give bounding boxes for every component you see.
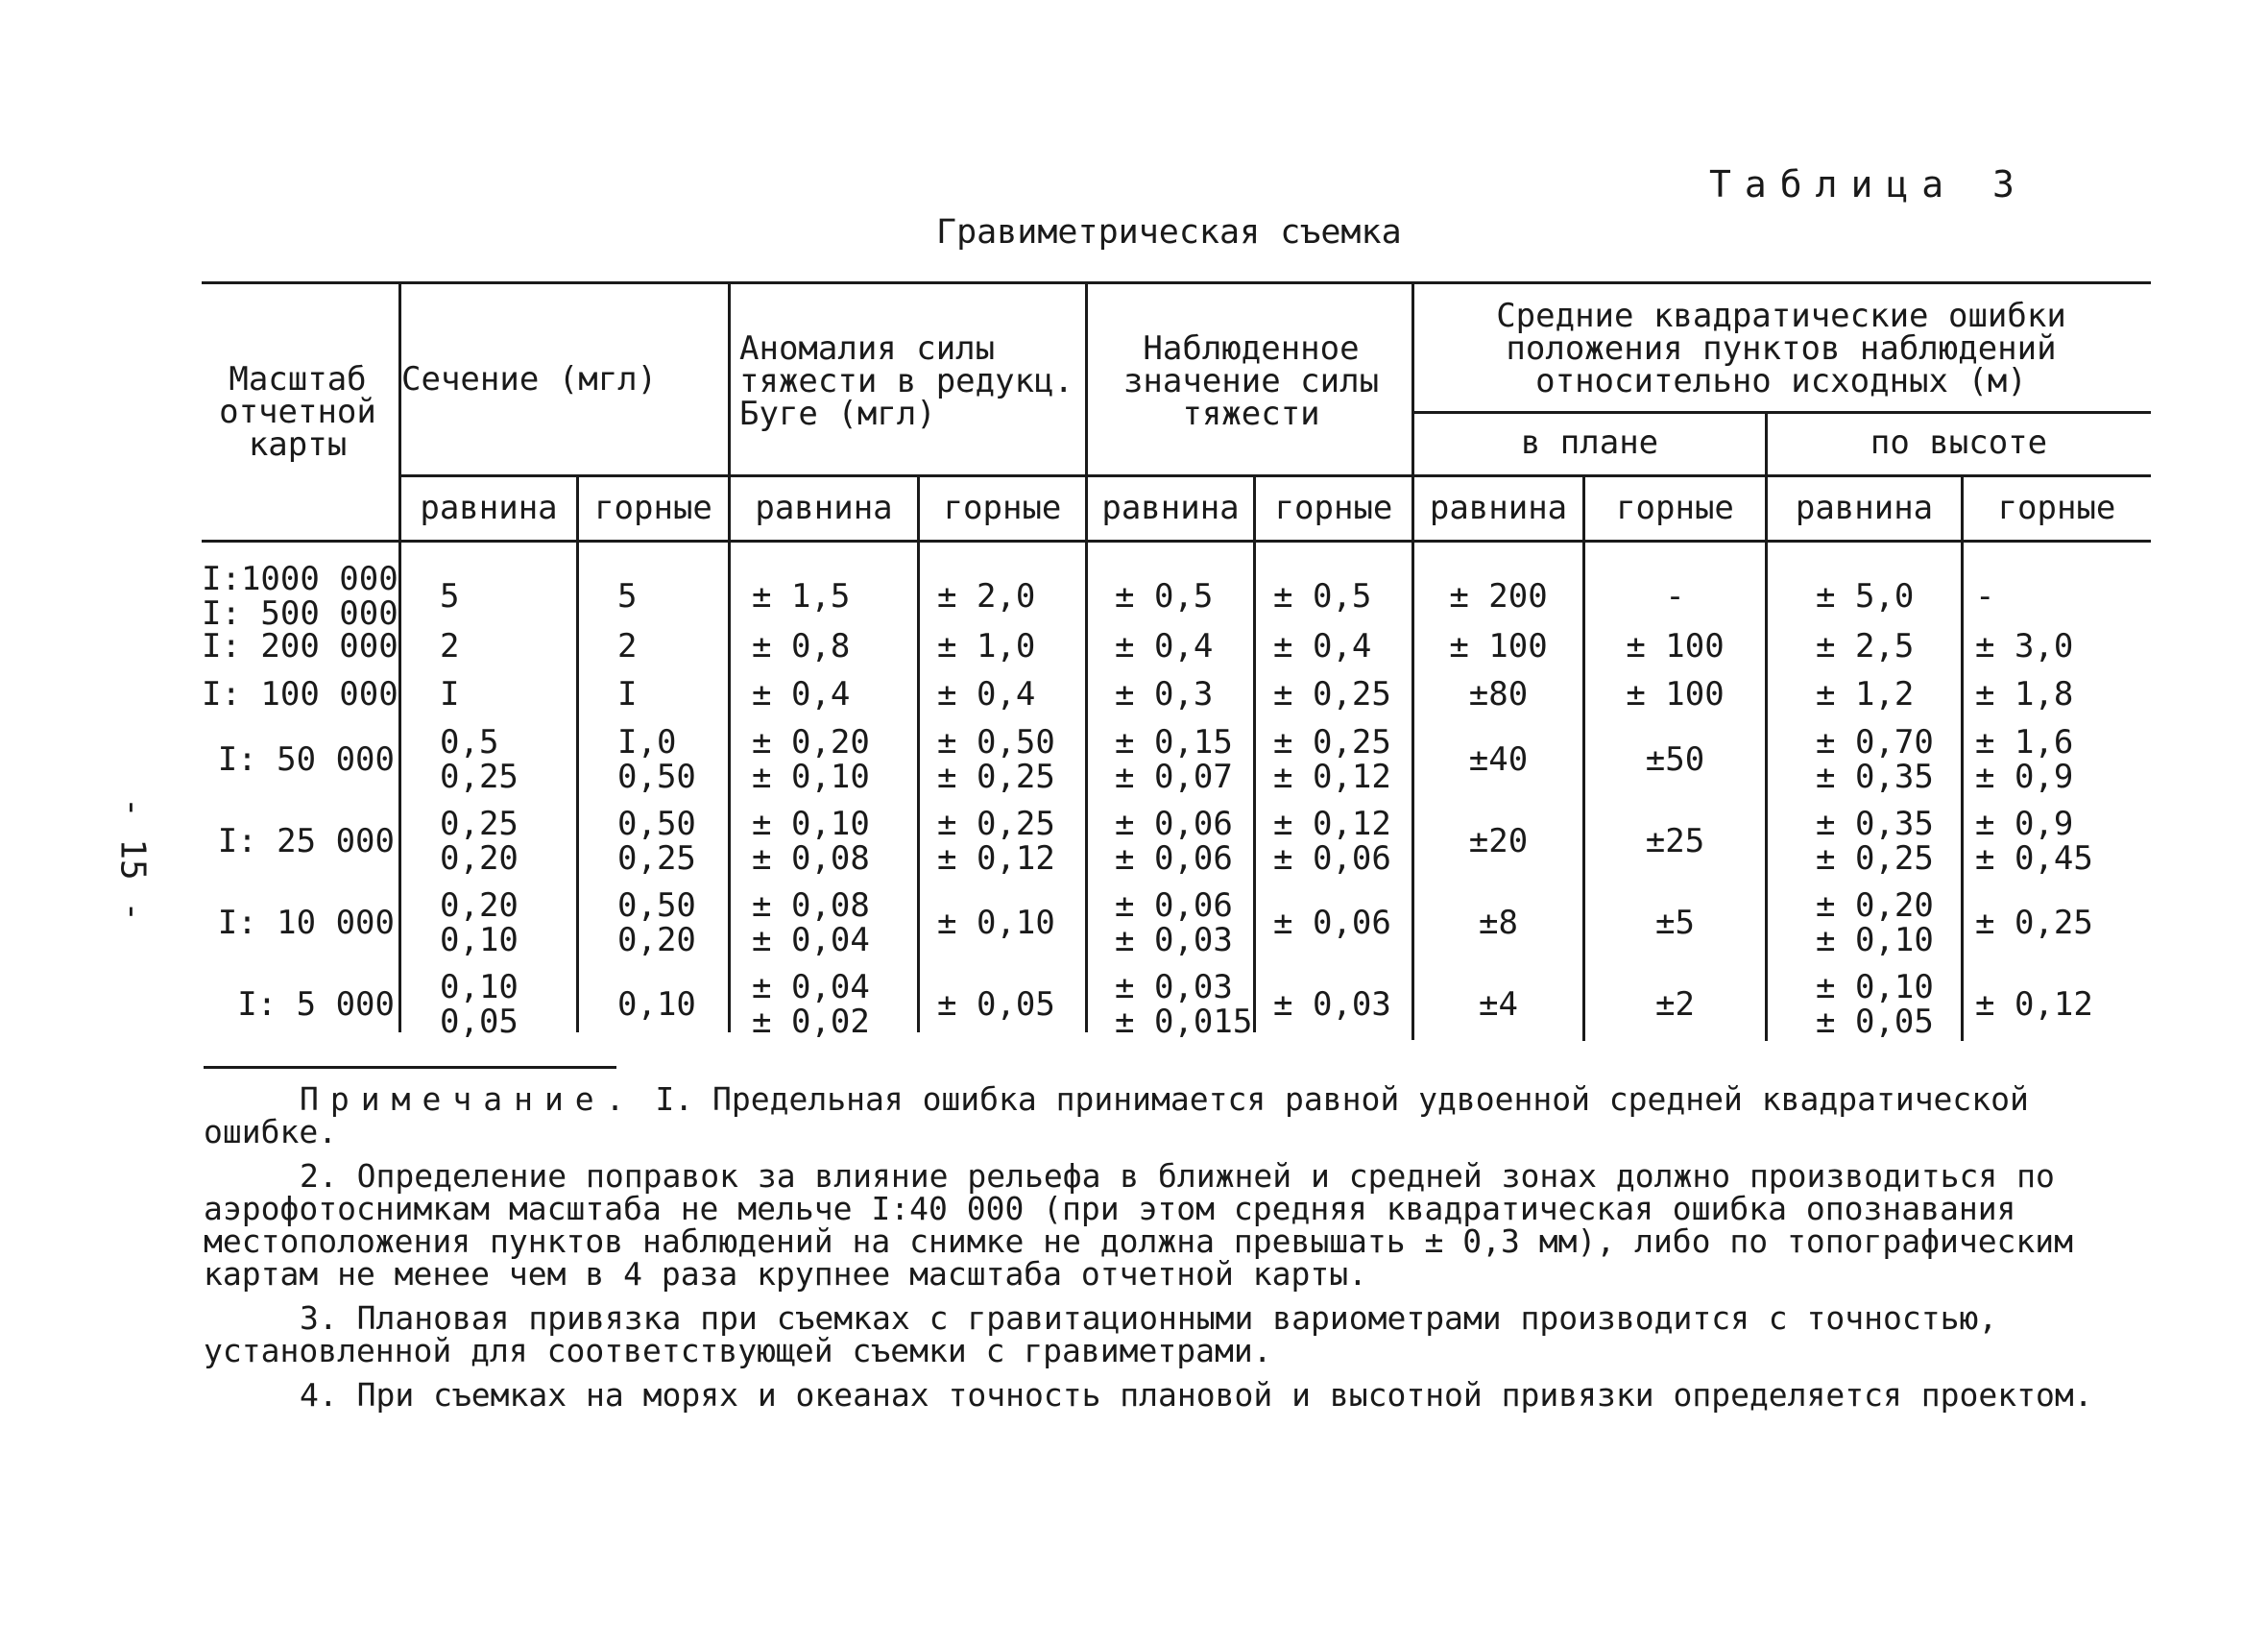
note-lead: Примечание. [300,1080,637,1118]
cell-sec-m [617,579,728,614]
cell-scale [202,824,395,859]
cell-line: ± 0,4 [1273,627,1372,665]
table-title: Гравиметрическая съемка [936,213,1402,252]
cell-line: I: 500 000 [202,594,398,633]
header-rule-subcolumns [398,474,2151,477]
cell-line: ±8 [1479,904,1518,942]
cell-ob-m [1273,677,1411,712]
cell-sec-m [617,987,728,1022]
page-number [104,787,161,931]
cell-line: I [440,675,460,714]
header-bottom-rule [202,540,2151,543]
cell-sec-m [617,677,728,712]
note-2: 2. Определение поправок за влияние рельефа в ближней и средней зонах должно производиться по аэрофотоснимкам масштаба не мельче I:40 000 (при этом средняя квадратическая ошибка опознавания местоположения пунктов наблюдений на снимке не должна превышать ± 0,3 мм), либо по топографическим картам не менее чем в 4 раза крупнее масштаба отчетной карты. [204,1157,2074,1293]
cell-line: I: 25 000 [217,822,395,860]
cell-scale [202,627,398,665]
header-section: Сечение (мгл) [401,360,658,399]
cell-line: 0,50 [617,805,696,843]
cell-sec-m [617,725,728,794]
page-number-text: - 15 - [112,796,153,923]
cell-line: 2 [617,627,638,665]
subheader-mountain: горные [1997,489,2116,527]
cell-line: 0,50 [617,758,696,796]
col-line [1961,474,1964,1041]
col-line [917,474,920,1032]
cell-line: 0,50 [617,886,696,925]
subheader-mountain: горные [1616,489,1734,527]
cell-pl-m [1585,629,1765,664]
cell-line: ± 0,04 [752,921,870,959]
cell-line: ± 0,70 [1816,723,1934,762]
cell-line: 0,25 [440,805,519,843]
cell-pl-p [1414,579,1582,614]
cell-line: ± 0,25 [1273,723,1391,762]
cell-line: ± 0,25 [1273,675,1391,714]
cell-line: ± 0,05 [937,985,1055,1024]
subheader-mountain: горные [1274,489,1393,527]
cell-sec-m [617,888,728,957]
cell-h-p [1816,677,1961,712]
cell-sec-p [440,888,576,957]
cell-ob-p [1115,629,1253,664]
cell-line: ±40 [1468,740,1529,779]
cell-line: ±50 [1645,740,1705,779]
cell-ob-p [1115,725,1253,794]
cell-line: ± 0,06 [1115,805,1233,843]
cell-line: ±80 [1468,675,1529,714]
cell-scale [202,675,398,714]
cell-line: ± 1,6 [1975,723,2074,762]
header-anomaly: Аномалия силы тяжести в редукц. Буге (мгл) [739,329,1074,433]
cell-line: ± 0,10 [1816,921,1934,959]
cell-an-p [752,807,917,876]
cell-sec-p [440,677,576,712]
subheader-plain: равнина [1429,489,1568,527]
cell-line: ± 0,3 [1115,675,1214,714]
cell-line: 0,20 [617,921,696,959]
cell-line: ± 0,08 [752,886,870,925]
cell-line: I:1000 000 [202,560,398,598]
cell-scale [202,560,398,633]
cell-line: ± 0,4 [752,675,851,714]
cell-line: ± 0,03 [1273,985,1391,1024]
cell-line: ± 200 [1449,577,1548,616]
cell-line: 0,05 [440,1003,519,1041]
cell-line: ± 0,03 [1115,921,1233,959]
cell-an-m [937,807,1085,876]
note-1 [204,1080,2172,1150]
cell-line: ± 0,20 [1816,886,1934,925]
cell-h-m [1975,677,2150,712]
cell-h-m [1975,725,2150,794]
cell-ob-p [1115,970,1253,1039]
col-line [728,281,731,1032]
cell-an-p [752,677,917,712]
cell-ob-m [1273,725,1411,794]
cell-line: 5 [440,577,460,616]
cell-line: ± 0,35 [1816,758,1934,796]
header-in-plan: в плане [1520,423,1659,462]
cell-line: ± 0,06 [1273,839,1391,878]
cell-line: ± 0,12 [1273,758,1391,796]
footnote-rule [204,1066,616,1069]
cell-line: ± 0,4 [1115,627,1214,665]
subheader-plain: равнина [420,489,558,527]
notes [204,1080,2172,1423]
cell-an-p [752,579,917,614]
cell-ob-m [1273,807,1411,876]
cell-line: 0,10 [617,985,696,1024]
cell-line: ±5 [1655,904,1695,942]
cell-line: ± 100 [1449,627,1548,665]
header-rule-plan-height [1411,411,2151,414]
cell-line: ± 1,8 [1975,675,2074,714]
cell-ob-m [1273,629,1411,664]
cell-line: ± 0,35 [1816,805,1934,843]
cell-line: ±20 [1468,822,1529,860]
cell-line: I: 200 000 [202,627,398,665]
cell-line: ± 0,20 [752,723,870,762]
subheader-mountain: горные [943,489,1062,527]
cell-ob-m [1273,579,1411,614]
cell-line: ± 0,05 [1816,1003,1934,1041]
cell-pl-p [1414,742,1582,777]
cell-line: ± 0,25 [937,758,1055,796]
cell-line: ±25 [1645,822,1705,860]
cell-h-p [1816,888,1961,957]
cell-line: ± 0,08 [752,839,870,878]
cell-line: 0,10 [440,968,519,1006]
cell-sec-p [440,970,576,1039]
cell-ob-m [1273,987,1411,1022]
cell-line: ± 0,02 [752,1003,870,1041]
subheader-plain: равнина [1101,489,1240,527]
cell-line: - [1665,577,1685,616]
cell-line: ± 0,5 [1115,577,1214,616]
cell-an-p [752,970,917,1039]
header-observed: Наблюденное значение силы тяжести [1122,329,1380,433]
cell-sec-m [617,629,728,664]
cell-pl-m [1585,742,1765,777]
cell-sec-p [440,725,576,794]
cell-sec-p [440,807,576,876]
cell-an-m [937,677,1085,712]
cell-line: I: 50 000 [217,740,395,779]
cell-line: ± 0,9 [1975,805,2074,843]
cell-line: 5 [617,577,638,616]
cell-line: ± 0,06 [1273,904,1391,942]
cell-line: ± 0,03 [1115,968,1233,1006]
cell-pl-p [1414,677,1582,712]
cell-h-p [1816,629,1961,664]
cell-line: 0,20 [440,839,519,878]
cell-line: ±4 [1479,985,1518,1024]
cell-pl-m [1585,677,1765,712]
cell-an-p [752,725,917,794]
cell-line: ± 2,5 [1816,627,1915,665]
subheader-mountain: горные [594,489,712,527]
cell-pl-p [1414,987,1582,1022]
cell-line: ± 0,06 [1115,839,1233,878]
cell-line: ± 0,15 [1115,723,1233,762]
cell-line: 0,5 [440,723,499,762]
cell-pl-m [1585,824,1765,859]
cell-line: ± 0,25 [937,805,1055,843]
cell-ob-p [1115,579,1253,614]
cell-line: ± 0,4 [937,675,1036,714]
cell-an-p [752,629,917,664]
cell-line: ± 0,06 [1115,886,1233,925]
cell-line: ± 0,50 [937,723,1055,762]
cell-line: ± 0,10 [1816,968,1934,1006]
col-line [1085,281,1088,1032]
cell-line: ± 0,04 [752,968,870,1006]
cell-line: ± 0,5 [1273,577,1372,616]
cell-scale [202,906,395,940]
note-1-text: I. Предельная ошибка принимается равной удвоенной средней квадратической ошибке. [204,1080,2029,1150]
cell-an-m [937,725,1085,794]
cell-h-p [1816,579,1961,614]
cell-ob-p [1115,888,1253,957]
cell-h-m [1975,906,2150,940]
cell-sec-p [440,629,576,664]
cell-scale [202,987,395,1022]
cell-h-m [1975,807,2150,876]
cell-line: ± 0,10 [752,805,870,843]
cell-line: ± 0,25 [1816,839,1934,878]
cell-line: I: 5 000 [237,985,395,1024]
cell-line: 0,25 [617,839,696,878]
cell-line: ± 2,0 [937,577,1036,616]
cell-h-p [1816,807,1961,876]
cell-line: I: 10 000 [217,904,395,942]
cell-pl-p [1414,906,1582,940]
cell-line: ± 1,0 [937,627,1036,665]
cell-line: ± 1,2 [1816,675,1915,714]
cell-an-m [937,629,1085,664]
cell-h-m [1975,987,2150,1022]
cell-line: ± 100 [1626,627,1725,665]
cell-line: ± 0,10 [752,758,870,796]
cell-sec-p [440,579,576,614]
cell-line: ± 100 [1626,675,1725,714]
cell-line: - [1975,577,1995,616]
header-by-height: по высоте [1870,423,2048,462]
cell-line: ± 3,0 [1975,627,2074,665]
cell-line: I: 100 000 [202,675,398,714]
cell-line: ± 0,10 [937,904,1055,942]
cell-line: I [617,675,638,714]
cell-line: 0,10 [440,921,519,959]
cell-line: ±2 [1655,985,1695,1024]
header-errors: Средние квадратические ошибки положения пунктов наблюдений относительно исходных (м) [1496,297,2066,400]
cell-an-m [937,579,1085,614]
cell-h-m [1975,579,2150,614]
cell-line: ± 0,12 [1273,805,1391,843]
note-4: 4. При съемках на морях и океанах точность плановой и высотной привязки определяется проектом. [300,1376,2093,1414]
cell-ob-p [1115,807,1253,876]
col-line [1253,474,1256,1032]
cell-line: ± 5,0 [1816,577,1915,616]
cell-an-m [937,987,1085,1022]
cell-line: ± 0,07 [1115,758,1233,796]
table-label: Таблица 3 [1709,163,2028,206]
cell-pl-m [1585,906,1765,940]
table-top-rule [202,281,2151,284]
cell-pl-p [1414,629,1582,664]
note-3: 3. Плановая привязка при съемках с гравитационными вариометрами производится с точностью, установленной для соответствующей съемки с гравиметрами. [204,1299,1998,1369]
cell-ob-m [1273,906,1411,940]
cell-line: ± 0,015 [1115,1003,1253,1041]
cell-pl-m [1585,579,1765,614]
header-scale: Масштаб отчетной карты [219,360,376,464]
cell-scale [202,742,395,777]
subheader-plain: равнина [755,489,893,527]
col-line [576,474,579,1032]
cell-line: ± 1,5 [752,577,851,616]
cell-line: ± 0,12 [1975,985,2093,1024]
cell-line: ± 0,25 [1975,904,2093,942]
cell-line: I,0 [617,723,677,762]
subheader-plain: равнина [1795,489,1934,527]
cell-an-m [937,906,1085,940]
cell-h-m [1975,629,2150,664]
cell-ob-p [1115,677,1253,712]
cell-line: 0,20 [440,886,519,925]
cell-line: 0,25 [440,758,519,796]
cell-line: ± 0,12 [937,839,1055,878]
cell-line: ± 0,45 [1975,839,2093,878]
cell-an-p [752,888,917,957]
cell-h-p [1816,970,1961,1039]
cell-pl-p [1414,824,1582,859]
cell-sec-m [617,807,728,876]
cell-pl-m [1585,987,1765,1022]
cell-line: ± 0,9 [1975,758,2074,796]
cell-line: 2 [440,627,460,665]
cell-line: ± 0,8 [752,627,851,665]
cell-h-p [1816,725,1961,794]
